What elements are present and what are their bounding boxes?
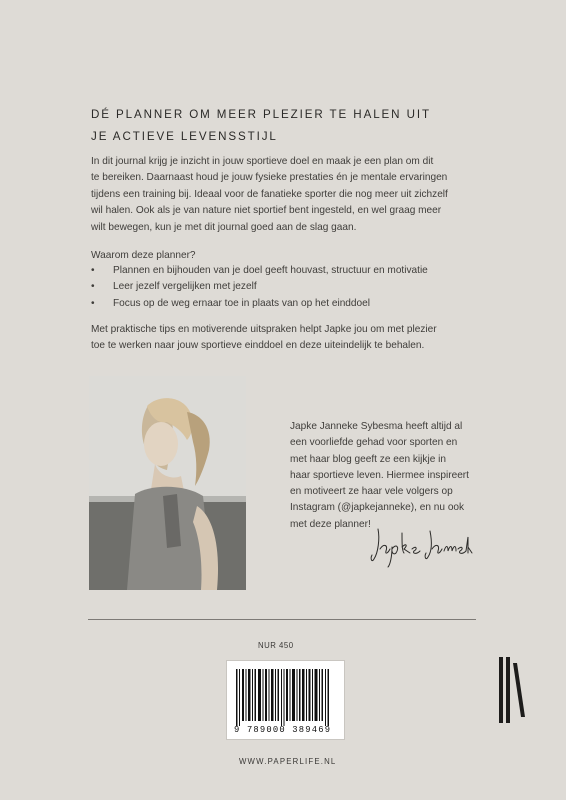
list-item: [91, 279, 491, 295]
bullet-icon: •: [91, 297, 95, 309]
bullet-icon: •: [91, 265, 95, 276]
nur-code: NUR 450: [258, 641, 294, 650]
outro-line: toe te werken naar jouw sportieve einddoel en deze uiteindelijk te behalen.: [91, 340, 425, 352]
list-item-text: Plannen en bijhouden van je doel geeft houvast, structuur en motivatie: [113, 265, 428, 276]
runner-photo-illustration: [89, 376, 246, 590]
intro-line: In dit journal krijg je inzicht in jouw sportieve doel en maak je een plan om dit: [91, 156, 434, 167]
outro-line: Met praktische tips en motiverende uitspraken helpt Japke jou om met plezier: [91, 324, 437, 335]
outro-paragraph: [91, 322, 491, 355]
benefits-list: [91, 263, 491, 312]
heading-line-1: DÉ PLANNER OM MEER PLEZIER TE HALEN UIT: [91, 108, 431, 121]
bullet-icon: •: [91, 281, 95, 293]
bio-line: haar sportieve leven. Hiermee inspireert: [290, 469, 469, 481]
author-bio: [290, 419, 490, 533]
isbn-number: 9 789000 389469: [234, 725, 332, 735]
intro-paragraph: [91, 154, 491, 236]
author-signature: [368, 523, 476, 569]
publisher-logo-icon: [497, 655, 527, 725]
question-line: Waarom deze planner?: [91, 250, 196, 261]
intro-line: te bereiken. Daarnaast houd je jouw fysieke prestaties én je mentale ervaringen: [91, 172, 448, 184]
author-photo: [89, 376, 246, 590]
bio-line: Japke Janneke Sybesma heeft altijd al: [290, 421, 463, 432]
list-item-text: Focus op de weg ernaar toe in plaats van op het einddoel: [113, 297, 371, 309]
intro-line: wilt bewegen, kun je met dit journal goed aan de slag gaan.: [91, 221, 357, 233]
intro-line: tijdens een training bij. Ideaal voor de fanatieke sporter die nog meer uit zichzelf: [91, 188, 448, 200]
heading-line-2: JE ACTIEVE LEVENSSTIJL: [91, 130, 278, 143]
intro-line: wil halen. Ook als je van nature niet sportief bent ingesteld, en wel graag meer: [91, 205, 442, 217]
bio-line: een voorliefde gehad voor sporten en: [290, 437, 458, 449]
bio-line: met haar blog geeft ze een kijkje in: [290, 453, 446, 465]
cover-heading: [91, 104, 511, 148]
bio-line: met deze planner!: [290, 518, 371, 530]
divider: [88, 619, 476, 620]
list-item-text: Leer jezelf vergelijken met jezelf: [113, 281, 257, 293]
bio-line: en motiveert ze haar vele volgers op: [290, 486, 453, 498]
bio-line: Instagram (@japkejanneke), en nu ook: [290, 502, 465, 514]
list-item: [91, 263, 491, 279]
publisher-website: WWW.PAPERLIFE.NL: [239, 757, 337, 766]
list-item: [91, 296, 491, 312]
